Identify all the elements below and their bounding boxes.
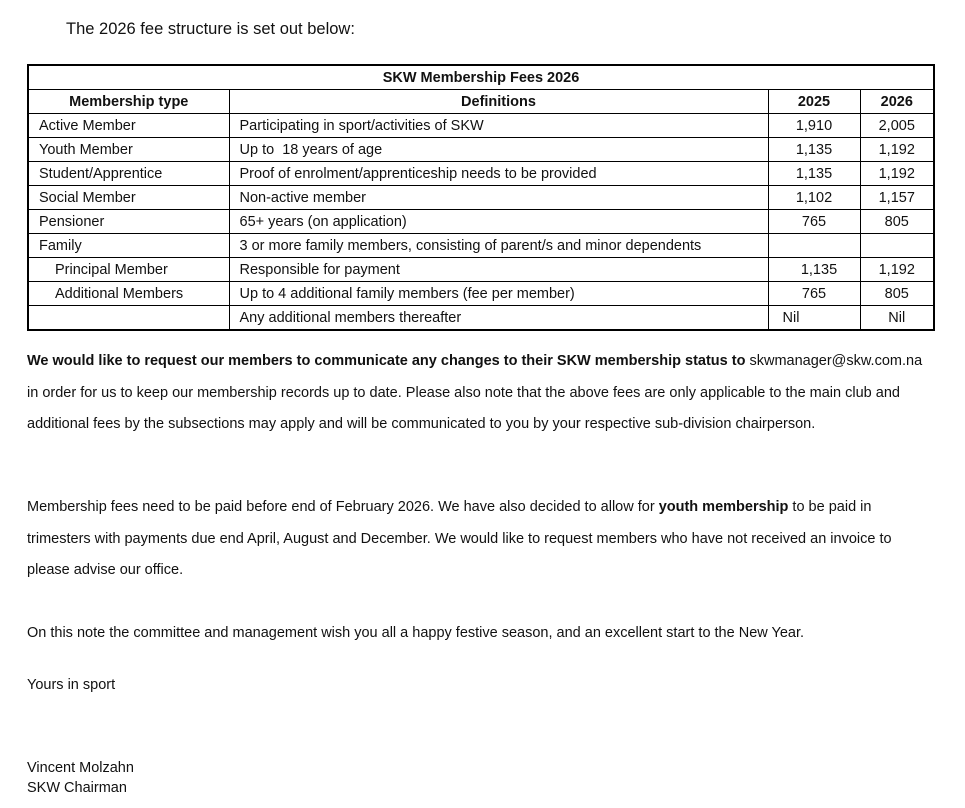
fee-2026: Nil <box>860 306 934 331</box>
definition: Any additional members thereafter <box>229 306 768 331</box>
fee-2026: 805 <box>860 210 934 234</box>
membership-type: Youth Member <box>28 138 229 162</box>
membership-type <box>28 306 229 331</box>
fee-2025: 1,135 <box>768 138 860 162</box>
membership-status-lead: We would like to request our members to communicate any changes to their SKW membership status to <box>27 353 746 369</box>
membership-type: Social Member <box>28 186 229 210</box>
membership-status-body: skwmanager@skw.com.na in order for us to keep our membership records up to date. Please also note that the above fees are only applicable to the main club and additional fees by the subsections may apply and will be communicated to you by your respective sub-division chairperson. <box>27 353 923 432</box>
membership-type: Student/Apprentice <box>28 162 229 186</box>
fee-2025: 1,910 <box>768 114 860 138</box>
fee-2026: 1,192 <box>860 258 934 282</box>
fee-2026 <box>860 234 934 258</box>
definition: Up to 18 years of age <box>229 138 768 162</box>
table-row <box>28 306 934 331</box>
definition: 65+ years (on application) <box>229 210 768 234</box>
payment-text-end: to be paid in trimesters with payments due end April, August and December. We would like to request members who have not received an invoice to please advise our office. <box>27 499 896 578</box>
fee-2025: 765 <box>768 282 860 306</box>
header-membership-type: Membership type <box>28 90 229 114</box>
table-row <box>28 258 934 282</box>
header-definitions: Definitions <box>229 90 768 114</box>
membership-type: Active Member <box>28 114 229 138</box>
table-row <box>28 114 934 138</box>
table-row <box>28 282 934 306</box>
signatory-title: SKW Chairman <box>27 780 127 796</box>
fee-2026: 1,157 <box>860 186 934 210</box>
fee-2026: 1,192 <box>860 138 934 162</box>
fee-2025: 765 <box>768 210 860 234</box>
fee-2025: 1,102 <box>768 186 860 210</box>
fee-2025 <box>768 234 860 258</box>
table-row <box>28 186 934 210</box>
membership-type: Additional Members <box>28 282 229 306</box>
membership-type: Pensioner <box>28 210 229 234</box>
table-row <box>28 210 934 234</box>
membership-type: Family <box>28 234 229 258</box>
table-row <box>28 162 934 186</box>
festive-greeting-paragraph: On this note the committee and management wish you all a happy festive season, and an excellent start to the New Year. <box>27 625 805 641</box>
table-row <box>28 138 934 162</box>
closing-line: Yours in sport <box>27 677 116 693</box>
definition: Proof of enrolment/apprenticeship needs to be provided <box>229 162 768 186</box>
definition: Non-active member <box>229 186 768 210</box>
fee-2025: 1,135 <box>768 258 860 282</box>
definition: 3 or more family members, consisting of parent/s and minor dependents <box>229 234 768 258</box>
membership-type: Principal Member <box>28 258 229 282</box>
membership-fees-table <box>27 64 935 331</box>
payment-paragraph <box>27 492 927 587</box>
header-2025: 2025 <box>768 90 860 114</box>
fee-2025: 1,135 <box>768 162 860 186</box>
fee-2026: 1,192 <box>860 162 934 186</box>
fee-2026: 2,005 <box>860 114 934 138</box>
definition: Up to 4 additional family members (fee per member) <box>229 282 768 306</box>
header-2026: 2026 <box>860 90 934 114</box>
fee-2026: 805 <box>860 282 934 306</box>
fee-2025: Nil <box>768 306 860 331</box>
membership-status-paragraph <box>27 346 927 441</box>
table-header-row <box>28 90 934 114</box>
signatory-name: Vincent Molzahn <box>27 760 134 776</box>
payment-text-start: Membership fees need to be paid before end of February 2026. We have also decided to allow for <box>27 499 659 515</box>
intro-text: The 2026 fee structure is set out below: <box>66 20 355 38</box>
table-title: SKW Membership Fees 2026 <box>28 65 934 90</box>
payment-text-bold: youth membership <box>658 499 789 515</box>
definition: Responsible for payment <box>229 258 768 282</box>
table-title-row <box>28 65 934 90</box>
definition: Participating in sport/activities of SKW <box>229 114 768 138</box>
table-row <box>28 234 934 258</box>
signature-block <box>27 758 134 798</box>
